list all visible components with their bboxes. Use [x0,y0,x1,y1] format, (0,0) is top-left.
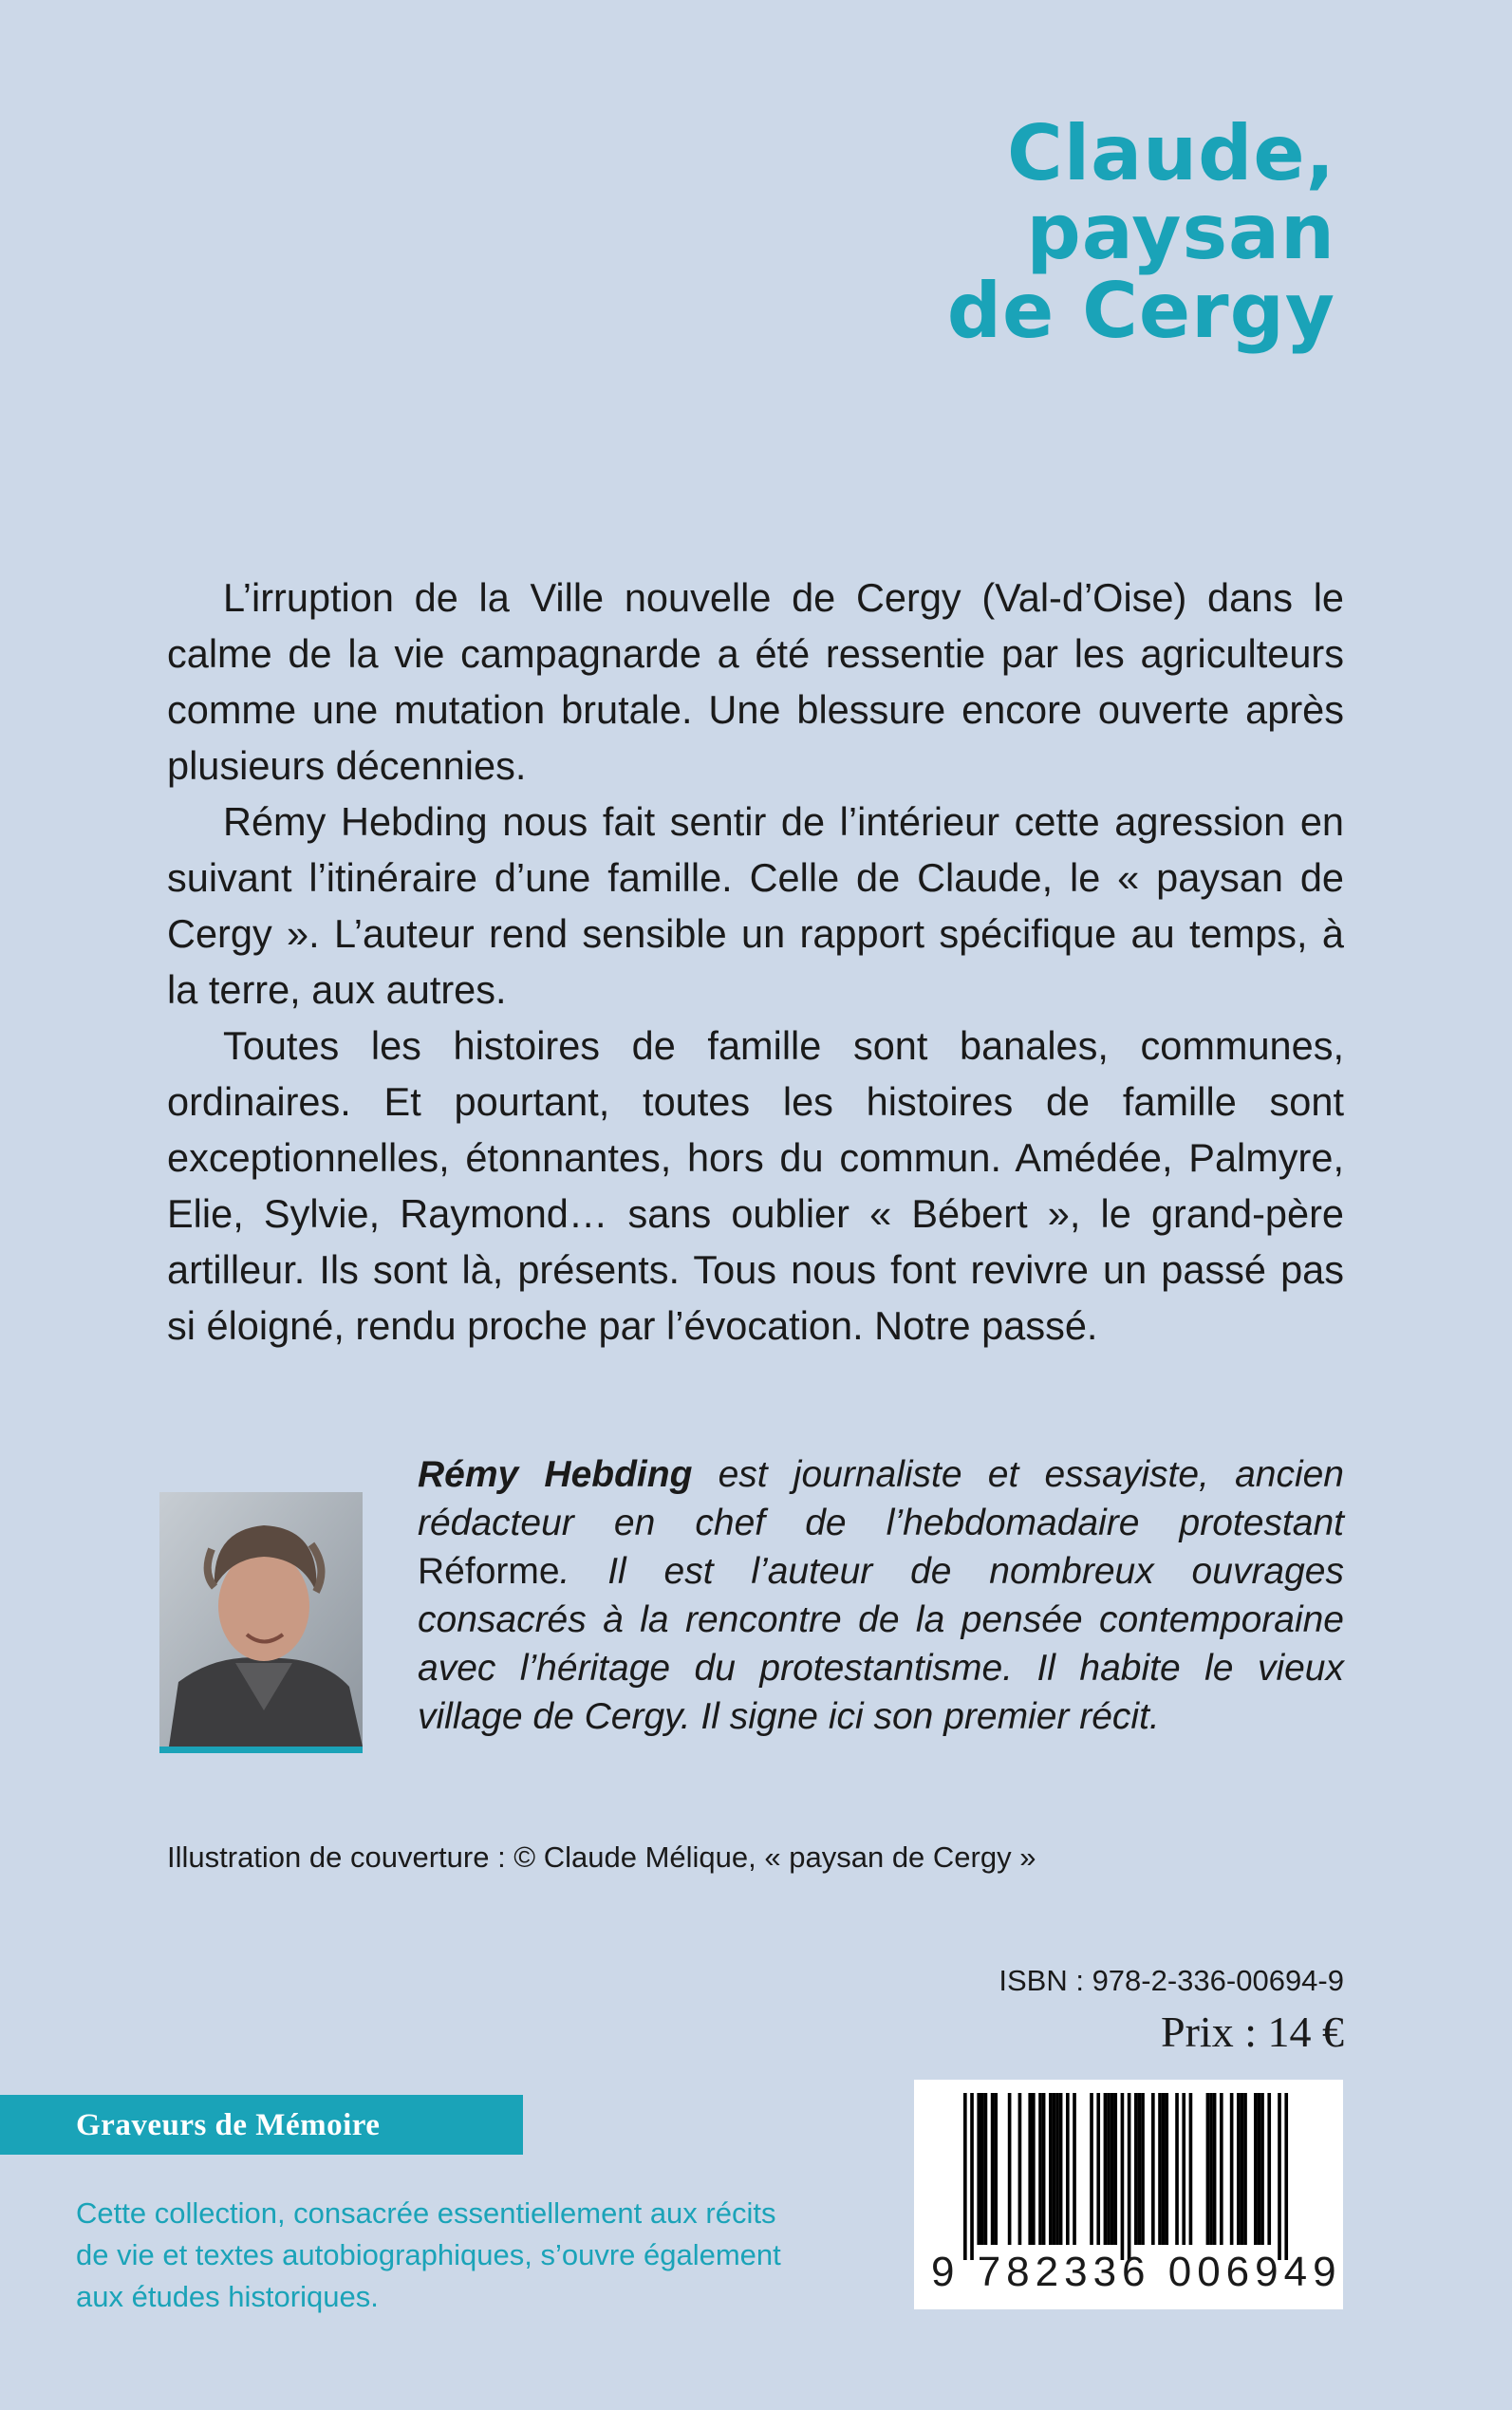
barcode-bar [1151,2093,1155,2245]
barcode-bar [1042,2093,1046,2245]
author-bio-text-2: . Il est l’auteur de nombreux ouvrages consacrés à la rencontre de la pensée contemporaine avec l’héritage du protestantisme. Il habite le vieux village de Cergy. Il signe ici son premier récit. [418,1551,1344,1737]
author-photo [159,1492,363,1753]
barcode-bar [1134,2093,1138,2245]
barcode [914,2080,1343,2309]
barcode-bar [1053,2093,1056,2245]
barcode-bar [977,2093,980,2245]
barcode-bar [1073,2093,1076,2245]
barcode-bar [1090,2093,1093,2245]
barcode-bar [1113,2093,1117,2245]
barcode-bar [1206,2093,1210,2245]
barcode-bar [1220,2093,1223,2245]
barcode-bar [1138,2093,1142,2245]
collection-description: Cette collection, consacrée essentiellement aux récits de vie et textes autobiographiques, s’ouvre également aux études historiques. [76,2196,781,2313]
barcode-bar [1018,2093,1022,2245]
barcode-bar [1059,2093,1063,2245]
barcode-bar [1230,2093,1234,2245]
summary-paragraph: Toutes les histoires de famille sont banales, communes, ordinaires. Et pourtant, toutes les histoires de famille sont exceptionnelles, étonnantes, hors du commun. Amédée, Palmyre, Elie, Sylvie, Raymond… sans oublier « Bébert », le grand-père artilleur. Ils sont là, présents. Tous nous font revivre un passé pas si éloigné, rendu proche par l’évocation. Notre passé. [167,1023,1344,1348]
barcode-bar [1241,2093,1244,2245]
author-name: Rémy Hebding [418,1454,693,1495]
collection-name: Graveurs de Mémoire [76,2108,381,2142]
barcode-bar [1165,2093,1168,2245]
barcode-bar [963,2093,967,2260]
barcode-bar [1175,2093,1179,2245]
barcode-bar [1267,2093,1271,2245]
barcode-bar [1141,2093,1145,2245]
barcode-bar [1066,2093,1070,2245]
summary-paragraph: L’irruption de la Ville nouvelle de Cergy (Val-d’Oise) dans le calme de la vie campagnarde a été ressentie par les agriculteurs comme une mutation brutale. Une blessure encore ouverte après plusieurs décennies. [167,575,1344,788]
barcode-bar [1008,2093,1012,2245]
barcode-bar [980,2093,984,2245]
author-bio-text: est journaliste et essayiste, ancien rédacteur en chef de l’hebdomadaire protestant [418,1454,1345,1543]
barcode-bar [1254,2093,1258,2245]
back-cover-summary [167,570,1344,1354]
barcode-bar [1162,2093,1166,2245]
barcode-bar [1182,2093,1185,2245]
barcode-bar [1121,2093,1125,2260]
summary-paragraph: Rémy Hebding nous fait sentir de l’intérieur cette agression en suivant l’itinéraire d’une famille. Celle de Claude, le « paysan de Cergy ». L’auteur rend sensible un rapport spécifique au temps, à la terre, aux autres. [167,799,1344,1012]
barcode-bar [1111,2093,1114,2245]
barcode-bar [1158,2093,1162,2245]
barcode-bar [1213,2093,1217,2245]
title-line-3: de Cergy [946,267,1335,355]
barcode-bar [1096,2093,1100,2245]
barcode-bar [1128,2093,1131,2260]
barcode-bar [1032,2093,1036,2245]
title-line-2: paysan [1026,188,1335,276]
barcode-bar [1107,2093,1111,2245]
collection-band [0,2095,523,2155]
cover-illustration-credit: Illustration de couverture : © Claude Mélique, « paysan de Cergy » [167,1840,1036,1874]
magazine-name: Réforme [418,1551,560,1592]
barcode-bar [984,2093,988,2245]
barcode-bar [1258,2093,1261,2245]
barcode-bar [1104,2093,1108,2245]
barcode-bar [1209,2093,1213,2245]
author-bio [418,1450,1344,1741]
barcode-bar [1189,2093,1193,2245]
title-line-1: Claude, [1007,109,1335,197]
price: Prix : 14 € [1161,2008,1344,2056]
barcode-bar [1237,2093,1241,2245]
isbn: ISBN : 978-2-336-00694-9 [999,1964,1344,1997]
barcode-bar [1284,2093,1288,2260]
barcode-digits: 9 782336 006949 [931,2249,1342,2295]
barcode-bar [1260,2093,1264,2245]
book-title [946,109,1335,355]
barcode-bar [1028,2093,1032,2245]
barcode-bar [1049,2093,1053,2245]
barcode-bar [1278,2093,1281,2260]
barcode-bar [1243,2093,1247,2245]
barcode-bar [994,2093,998,2245]
barcode-bar [1038,2093,1042,2245]
barcode-bar [991,2093,995,2245]
barcode-bar [970,2093,974,2260]
barcode-bar [1055,2093,1059,2245]
